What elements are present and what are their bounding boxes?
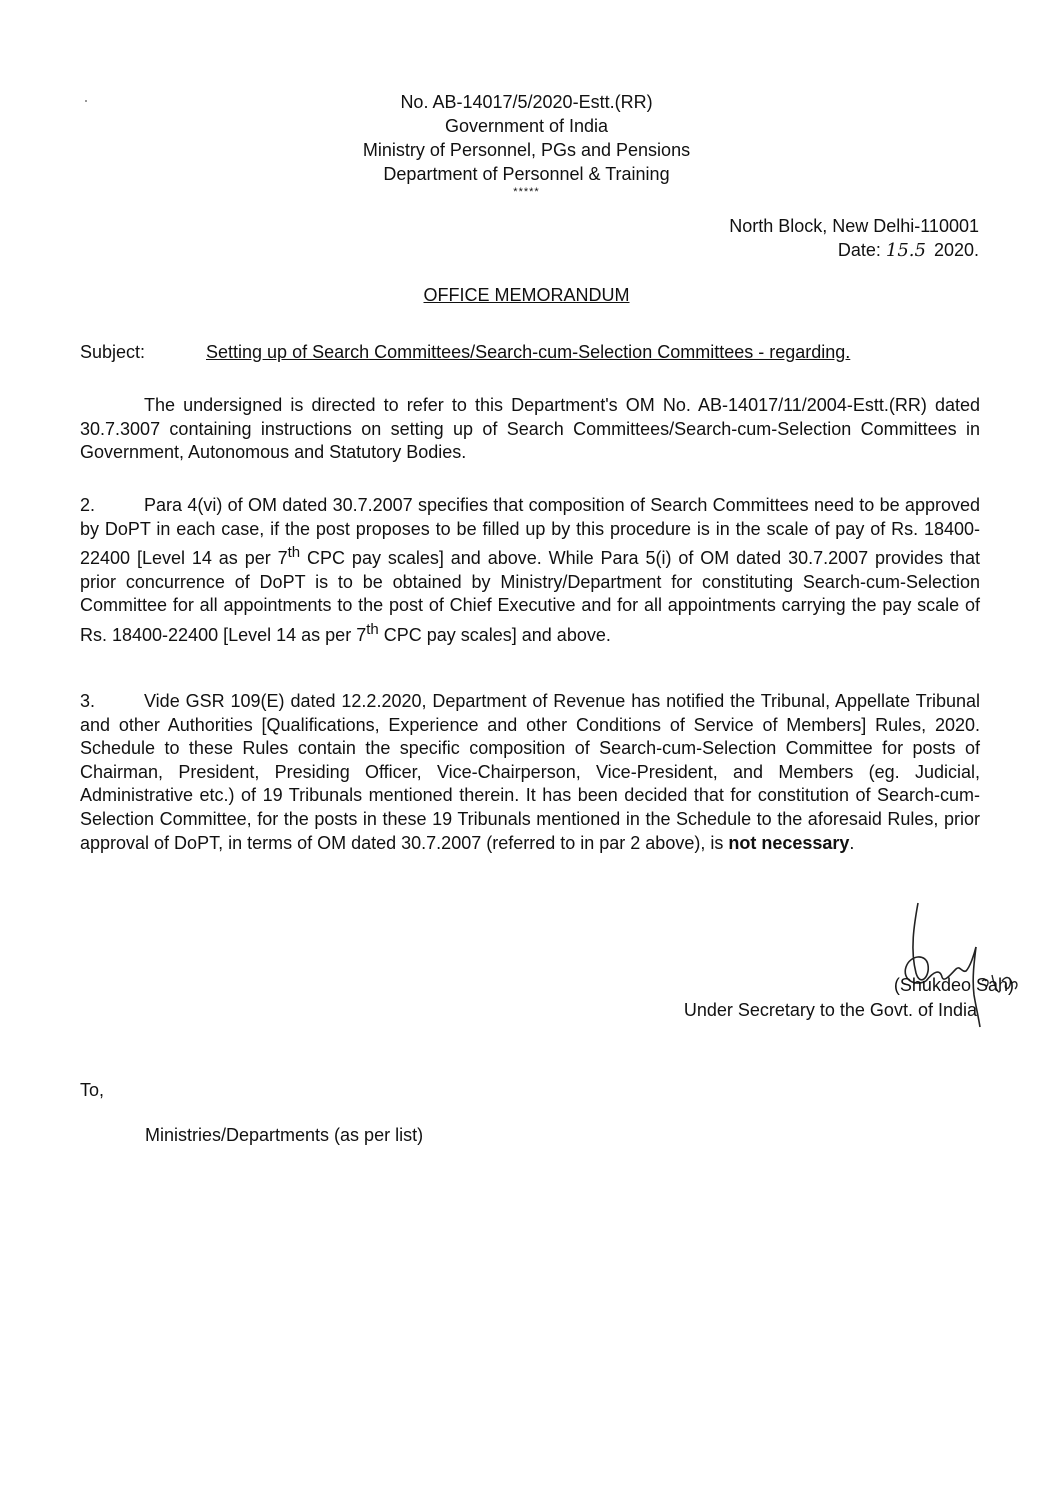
superscript-th: th — [287, 544, 301, 562]
subject-line — [80, 340, 980, 364]
address: North Block, New Delhi-110001 — [729, 216, 979, 236]
paragraph-2-text-c: CPC pay scales] and above. — [378, 624, 611, 645]
date-label: Date: — [837, 240, 881, 260]
department-name: Department of Personnel & Training — [383, 164, 670, 184]
paragraph-2-number: 2. — [80, 495, 96, 515]
subject-label: Subject: — [80, 342, 146, 362]
paragraph-2 — [80, 494, 980, 648]
date-line — [729, 238, 979, 263]
place-and-date — [729, 214, 979, 263]
paragraph-3-text: Vide GSR 109(E) dated 12.2.2020, Department of Revenue has notified the Tribunal, Appellate Tribunal and other Authorities [Qualifications, Experience and other Conditions of Service of Members] Rules, 2020. Schedule to these Rules contain the specific composition of Search-cum-Selection Committee for posts of Chairman, President, Presiding Officer, Vice-Chairperson, Vice-President, and Members (eg. Judicial, Administrative etc.) of 19 Tribunals mentioned therein. It has been decided that for constitution of Search-cum-Selection Committee, for the posts in these 19 Tribunals mentioned in the Schedule to the aforesaid Rules, prior approval of DoPT, in terms of OM dated 30.7.2007 (referred to in par 2 above), is — [80, 691, 980, 853]
date-year: 2020. — [933, 240, 979, 260]
file-number: No. AB-14017/5/2020-Estt.(RR) — [400, 92, 653, 112]
header-separator: ***** — [513, 186, 540, 198]
paragraph-2-text-b: CPC pay scales] and above. While Para 5(i) of OM dated 30.7.2007 provides that prior concurrence of DoPT is to be obtained by Ministry/Department for constituting Search-cum-Selection Committee for all appointments to the post of Chief Executive and for all appointments carrying the pay scale of Rs. 18400-22400 [Level 14 as per 7 — [80, 548, 980, 645]
addressee-label: To, — [80, 1080, 105, 1100]
paragraph-2-text-a: Para 4(vi) of OM dated 30.7.2007 specifies that composition of Search Committees need to be approved by DoPT in each case, if the post proposes to be filled up by this procedure is in the scale of pay of Rs. 18400-22400 [Level 14 as per 7 — [80, 495, 980, 569]
letterhead — [0, 90, 1053, 197]
subject-text: Setting up of Search Committees/Search-cum-Selection Committees - regarding. — [206, 342, 851, 362]
government-name: Government of India — [444, 116, 609, 136]
paragraph-3-emphasis: not necessary — [728, 832, 850, 853]
superscript-th: th — [366, 620, 379, 638]
addressee-recipients: Ministries/Departments (as per list) — [145, 1125, 424, 1145]
paragraph-3-end: . — [849, 832, 855, 853]
memo-title: OFFICE MEMORANDUM — [423, 285, 630, 305]
signatory-designation: Under Secretary to the Govt. of India — [683, 1000, 977, 1020]
ministry-name: Ministry of Personnel, PGs and Pensions — [362, 140, 691, 160]
paragraph-3-number: 3. — [80, 691, 96, 711]
signatory-name: (Shukdeo Sah) — [893, 975, 1014, 995]
paragraph-1: The undersigned is directed to refer to this Department's OM No. AB-14017/11/2004-Estt.(RR) dated 30.7.3007 containing instructions on setting up of Search Committees/Search-cum-Selection Committees in Government, Autonomous and Statutory Bodies. — [80, 395, 980, 463]
paragraph-3 — [80, 690, 980, 855]
date-handwritten: 15.5 — [885, 240, 926, 261]
